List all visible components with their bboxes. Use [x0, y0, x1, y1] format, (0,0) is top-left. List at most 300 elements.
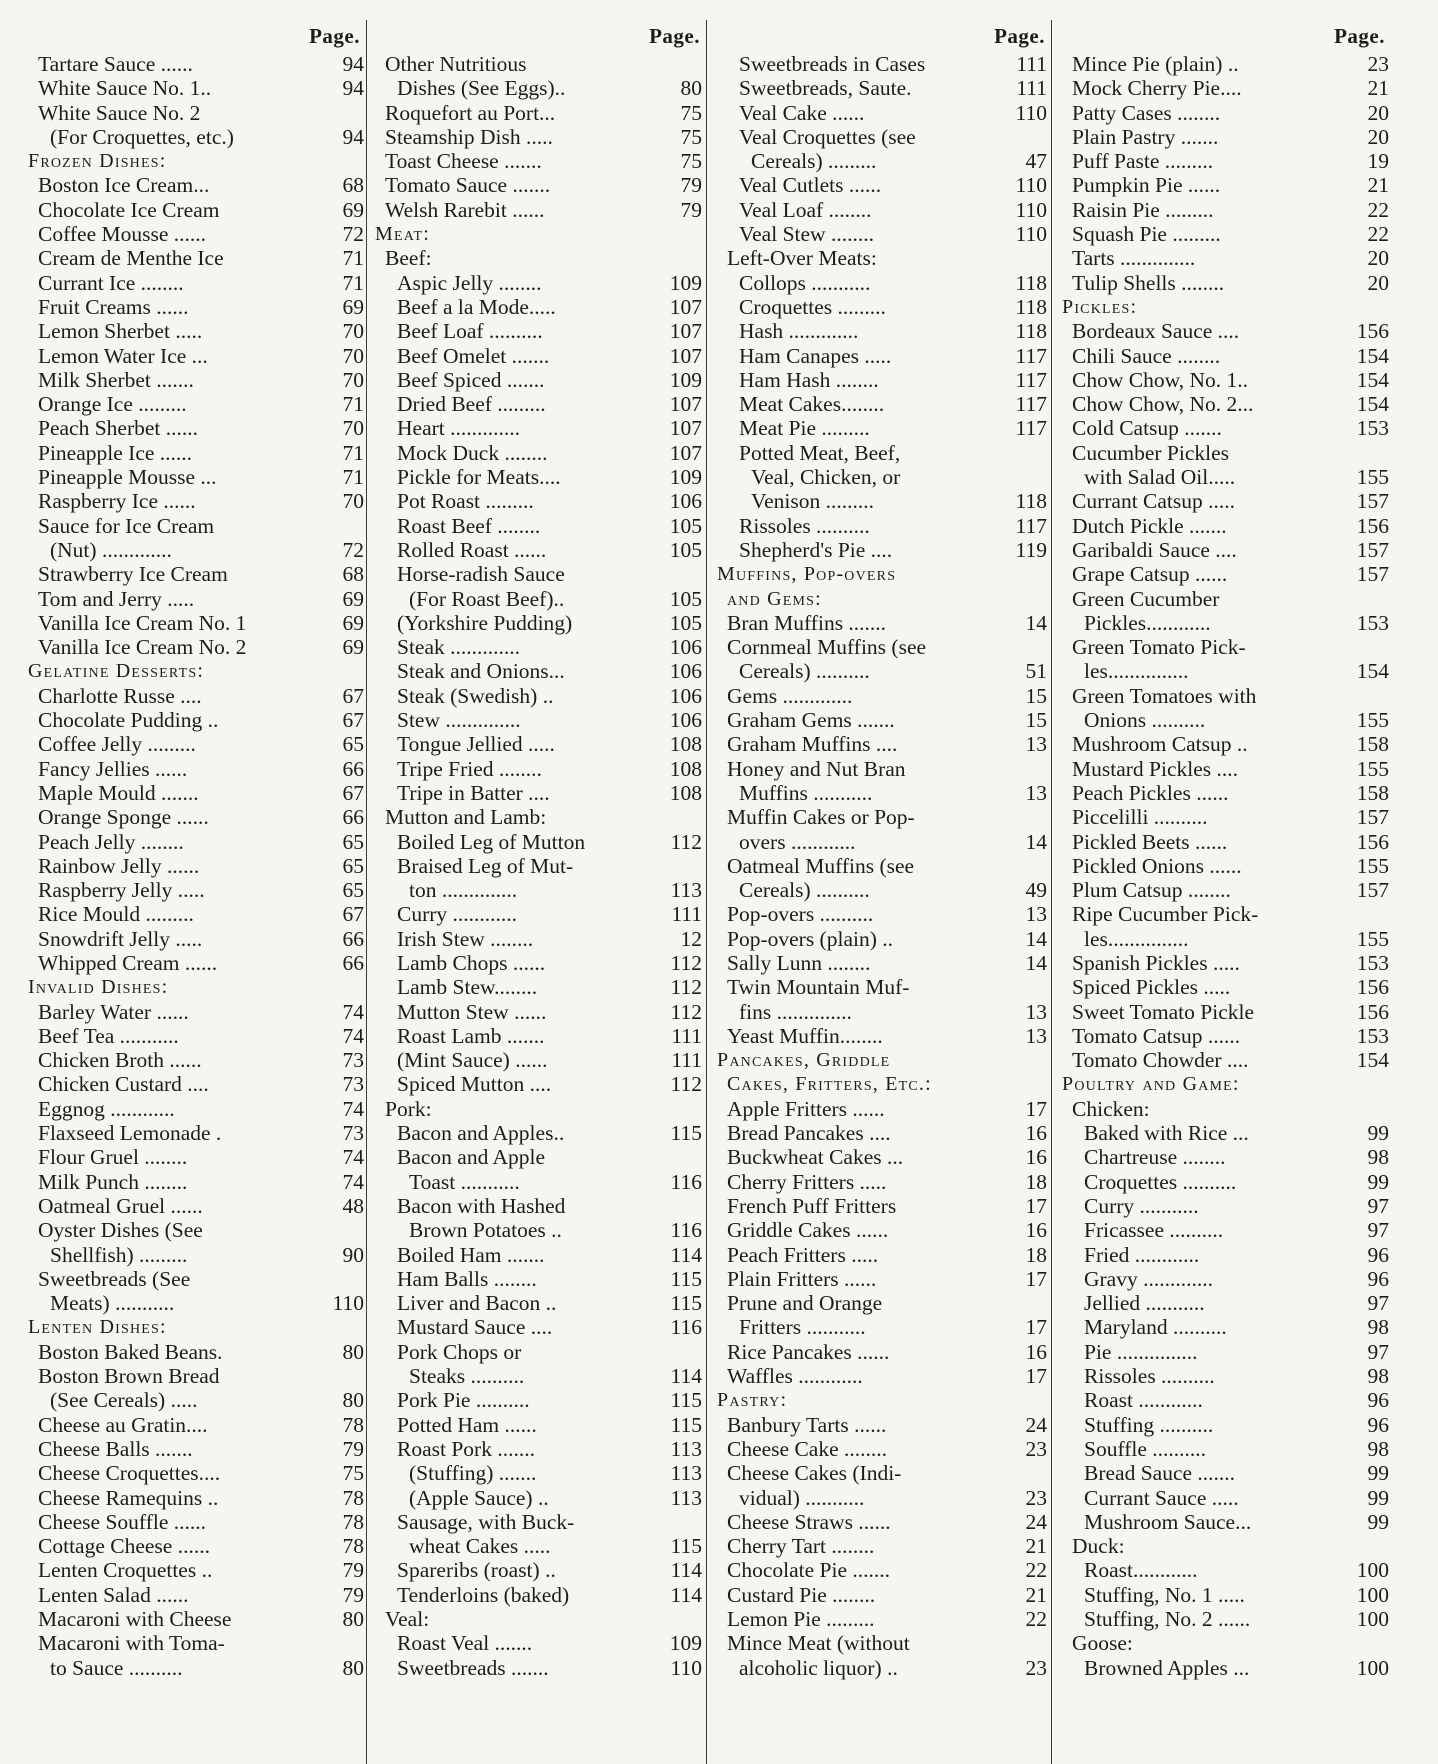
entry-title: Gelatine Desserts: — [28, 660, 205, 683]
entry-page-number: 16 — [1025, 1145, 1047, 1170]
entry-title: Currant Sauce ..... — [1084, 1485, 1239, 1510]
index-entry — [717, 52, 1047, 76]
entry-page-number: 110 — [670, 1655, 702, 1680]
entry-title: Puff Paste ......... — [1072, 149, 1214, 174]
index-entry — [1062, 1291, 1389, 1315]
entry-title: Chocolate Pudding .. — [38, 708, 219, 733]
entry-page-number: 71 — [342, 270, 364, 295]
entry-page-number: 69 — [342, 197, 364, 222]
index-entry — [717, 757, 1047, 781]
entry-page-number: 99 — [1367, 1169, 1389, 1194]
entry-page-number: 69 — [342, 586, 364, 611]
index-entry — [1062, 1510, 1389, 1534]
entry-title: Veal Loaf ........ — [739, 197, 872, 222]
index-entry — [28, 951, 364, 975]
entry-page-number: 78 — [342, 1412, 364, 1437]
index-entry — [28, 1607, 364, 1631]
index-entry — [28, 854, 364, 878]
entry-title: (For Roast Beef).. — [409, 586, 565, 611]
entry-page-number: 113 — [670, 1461, 702, 1486]
entry-title: Pork Chops or — [397, 1339, 522, 1364]
entry-title: Mutton and Lamb: — [385, 805, 547, 830]
entry-page-number: 112 — [670, 950, 702, 975]
entry-title: Curry ........... — [1084, 1193, 1199, 1218]
entry-title: Cheese au Gratin.... — [38, 1412, 208, 1437]
index-entry — [1062, 902, 1389, 926]
entry-title: Coffee Jelly ......... — [38, 732, 196, 757]
entry-page-number: 156 — [1356, 319, 1389, 344]
entry-page-number: 73 — [342, 1072, 364, 1097]
entry-page-number: 67 — [342, 780, 364, 805]
index-entry — [717, 1145, 1047, 1169]
entry-page-number: 100 — [1356, 1655, 1389, 1680]
entry-title: Roquefort au Port... — [385, 100, 556, 125]
entry-title: Onions .......... — [1084, 708, 1206, 733]
entry-title: Roast ............ — [1084, 1388, 1203, 1413]
entry-page-number: 78 — [342, 1509, 364, 1534]
index-entry — [717, 295, 1047, 319]
entry-title: Boston Brown Bread — [38, 1364, 220, 1389]
entry-page-number: 16 — [1025, 1339, 1047, 1364]
index-entry — [375, 101, 702, 125]
index-entry — [1062, 562, 1389, 586]
subsection-heading — [375, 246, 702, 270]
entry-title: Spanish Pickles ..... — [1072, 950, 1240, 975]
index-entry — [375, 1048, 702, 1072]
index-entry — [375, 489, 702, 513]
entry-title: Hash ............. — [739, 319, 859, 344]
entry-title: Cold Catsup ....... — [1072, 416, 1222, 441]
index-entry — [1062, 854, 1389, 878]
entry-page-number: 71 — [342, 392, 364, 417]
entry-page-number: 12 — [680, 926, 702, 951]
index-entry — [717, 951, 1047, 975]
index-entry — [28, 295, 364, 319]
index-entry — [375, 295, 702, 319]
index-entry — [28, 1558, 364, 1582]
index-entry — [1062, 1170, 1389, 1194]
index-entry — [28, 271, 364, 295]
entry-page-number: 153 — [1356, 1023, 1389, 1048]
index-entry — [717, 76, 1047, 100]
entry-page-number: 22 — [1025, 1607, 1047, 1631]
entry-title: Fruit Creams ...... — [38, 294, 189, 319]
entry-title: Grape Catsup ...... — [1072, 562, 1228, 587]
entry-page-number: 74 — [342, 1096, 364, 1121]
entry-title: Lamb Chops ...... — [397, 950, 546, 975]
entry-page-number: 154 — [1356, 1048, 1389, 1073]
entry-title: Boiled Ham ....... — [397, 1242, 545, 1267]
entry-title: Peach Sherbet ...... — [38, 416, 199, 441]
entry-title: Griddle Cakes ...... — [727, 1218, 889, 1243]
entry-title: Lenten Dishes: — [28, 1316, 167, 1339]
entry-title: Venison ......... — [751, 489, 875, 514]
entry-page-number: 153 — [1356, 950, 1389, 975]
entry-title: Macaroni with Toma- — [38, 1631, 225, 1656]
index-entry — [375, 1000, 702, 1024]
entry-page-number: 157 — [1356, 805, 1389, 830]
entry-page-number: 22 — [1025, 1558, 1047, 1583]
index-entry — [717, 902, 1047, 926]
entry-page-number: 69 — [342, 294, 364, 319]
entry-title: Tomato Sauce ....... — [385, 173, 551, 198]
entry-page-number: 21 — [1025, 1582, 1047, 1607]
index-entry — [717, 1631, 1047, 1655]
index-entry — [717, 927, 1047, 951]
subsection-heading — [717, 246, 1047, 270]
entry-page-number: 72 — [342, 222, 364, 247]
index-entry — [375, 1291, 702, 1315]
index-entry — [1062, 781, 1389, 805]
entry-page-number: 68 — [342, 562, 364, 587]
entry-title: Stuffing, No. 2 ...... — [1084, 1607, 1251, 1631]
entry-title: Ham Hash ........ — [739, 367, 879, 392]
entry-title: Cheese Cake ........ — [727, 1436, 888, 1461]
index-entry — [28, 1267, 364, 1291]
entry-title: Whipped Cream ...... — [38, 950, 218, 975]
entry-title: Mince Pie (plain) .. — [1072, 52, 1239, 76]
entry-page-number: 107 — [669, 392, 702, 417]
index-entry — [717, 1413, 1047, 1437]
entry-title: Cottage Cheese ...... — [38, 1534, 210, 1559]
index-column-1 — [28, 20, 366, 1764]
entry-page-number: 97 — [1367, 1291, 1389, 1316]
index-entry — [375, 538, 702, 562]
index-entry — [1062, 368, 1389, 392]
entry-page-number: 96 — [1367, 1242, 1389, 1267]
entry-title: to Sauce .......... — [50, 1655, 183, 1680]
entry-title: Spiced Mutton .... — [397, 1072, 552, 1097]
entry-title: Toast Cheese ....... — [385, 149, 542, 174]
entry-page-number: 154 — [1356, 343, 1389, 368]
entry-page-number: 155 — [1356, 465, 1389, 490]
entry-title: Beef a la Mode..... — [397, 294, 556, 319]
entry-title: Pop-overs (plain) .. — [727, 926, 893, 951]
index-entry — [1062, 198, 1389, 222]
index-column-3 — [706, 20, 1051, 1764]
entry-title: Peach Jelly ........ — [38, 829, 184, 854]
index-entry — [717, 1558, 1047, 1582]
index-entry — [375, 344, 702, 368]
index-entry — [28, 830, 364, 854]
index-entry — [28, 805, 364, 829]
entry-title: Sally Lunn ........ — [727, 950, 871, 975]
index-entry — [375, 635, 702, 659]
index-entry — [717, 125, 1047, 149]
entry-page-number: 18 — [1025, 1242, 1047, 1267]
index-entry — [1062, 805, 1389, 829]
entry-title: Pineapple Mousse ... — [38, 465, 217, 490]
index-entry — [375, 441, 702, 465]
index-entry — [1062, 878, 1389, 902]
entry-page-number: 15 — [1025, 683, 1047, 708]
entry-title: Chicken: — [1072, 1096, 1150, 1121]
entry-title: fins .............. — [739, 999, 852, 1024]
index-entry — [28, 173, 364, 197]
entry-page-number: 23 — [1025, 1485, 1047, 1510]
index-entry — [717, 854, 1047, 878]
entry-title: Pancakes, Griddle — [717, 1049, 891, 1072]
entry-title: Stew .............. — [397, 708, 521, 733]
index-entry — [28, 1048, 364, 1072]
entry-title: Sweetbreads (See — [38, 1266, 191, 1291]
entry-title: Horse-radish Sauce — [397, 562, 565, 587]
entry-title: Veal Cutlets ...... — [739, 173, 882, 198]
entry-page-number: 115 — [670, 1121, 702, 1146]
entry-page-number: 110 — [1015, 100, 1047, 125]
entry-title: Macaroni with Cheese — [38, 1607, 232, 1631]
entry-title: Cheese Croquettes.... — [38, 1461, 221, 1486]
index-entry — [28, 76, 364, 100]
entry-page-number: 113 — [670, 1485, 702, 1510]
entry-title: Veal: — [385, 1607, 430, 1631]
entry-title: Fritters ........... — [739, 1315, 866, 1340]
index-entry — [717, 1583, 1047, 1607]
entry-title: Tripe Fried ........ — [397, 756, 542, 781]
index-entry — [375, 1486, 702, 1510]
entry-title: Rice Pancakes ...... — [727, 1339, 890, 1364]
index-entry — [28, 1656, 364, 1680]
section-heading — [1062, 1072, 1389, 1096]
entry-title: Toast ........... — [409, 1169, 520, 1194]
entry-page-number: 24 — [1025, 1509, 1047, 1534]
index-entry — [1062, 1413, 1389, 1437]
index-entry — [375, 1121, 702, 1145]
index-entry — [1062, 975, 1389, 999]
index-entry — [1062, 830, 1389, 854]
entry-title: Custard Pie ........ — [727, 1582, 876, 1607]
section-heading — [717, 1048, 1047, 1072]
index-entry — [717, 975, 1047, 999]
entry-page-number: 154 — [1356, 367, 1389, 392]
entry-page-number: 100 — [1356, 1607, 1389, 1631]
entry-title: Poultry and Game: — [1062, 1073, 1240, 1096]
index-entry — [28, 1024, 364, 1048]
entry-title: Beef Tea ........... — [38, 1023, 179, 1048]
entry-title: Cereals) .......... — [739, 878, 870, 903]
index-entry — [375, 1315, 702, 1339]
entry-title: Twin Mountain Muf- — [727, 975, 910, 1000]
entry-title: Dutch Pickle ....... — [1072, 513, 1227, 538]
index-entry — [1062, 757, 1389, 781]
entry-title: Sausage, with Buck- — [397, 1509, 575, 1534]
index-entry — [717, 222, 1047, 246]
subsection-heading — [375, 805, 702, 829]
entry-title: les............... — [1084, 659, 1189, 684]
entry-page-number: 67 — [342, 683, 364, 708]
index-entry — [717, 659, 1047, 683]
entry-page-number: 21 — [1025, 1534, 1047, 1559]
entry-page-number: 113 — [670, 878, 702, 903]
entry-title: Buckwheat Cakes ... — [727, 1145, 904, 1170]
entry-title: Meats) ........... — [50, 1291, 175, 1316]
index-entry — [28, 465, 364, 489]
index-entry — [717, 271, 1047, 295]
entry-title: (Yorkshire Pudding) — [397, 610, 573, 635]
index-entry — [717, 514, 1047, 538]
entry-page-number: 157 — [1356, 562, 1389, 587]
entry-title: Pickled Onions ...... — [1072, 853, 1242, 878]
entry-title: Lemon Water Ice ... — [38, 343, 208, 368]
index-entry — [717, 489, 1047, 513]
entry-page-number: 67 — [342, 902, 364, 927]
entry-page-number: 21 — [1367, 173, 1389, 198]
index-entry — [717, 319, 1047, 343]
index-entry — [1062, 708, 1389, 732]
entry-page-number: 98 — [1367, 1315, 1389, 1340]
entry-title: Spareribs (roast) .. — [397, 1558, 556, 1583]
index-entry — [28, 635, 364, 659]
index-entry — [375, 562, 702, 586]
entry-page-number: 106 — [669, 683, 702, 708]
entry-title: Coffee Mousse ...... — [38, 222, 207, 247]
entry-title: Shellfish) ......... — [50, 1242, 188, 1267]
section-heading — [375, 222, 702, 246]
entry-page-number: 94 — [342, 76, 364, 101]
index-entry — [1062, 319, 1389, 343]
index-entry — [1062, 392, 1389, 416]
entry-page-number: 70 — [342, 343, 364, 368]
entry-title: Beef Spiced ....... — [397, 367, 545, 392]
entry-page-number: 157 — [1356, 489, 1389, 514]
entry-title: Chicken Custard .... — [38, 1072, 209, 1097]
entry-title: Tarts .............. — [1072, 246, 1196, 271]
index-column-4 — [1051, 20, 1391, 1764]
entry-title: Mutton Stew ...... — [397, 999, 547, 1024]
index-entry — [717, 830, 1047, 854]
entry-title: Pot Roast ......... — [397, 489, 534, 514]
entry-title: Dishes (See Eggs).. — [397, 76, 566, 101]
entry-page-number: 115 — [670, 1291, 702, 1316]
index-entry — [375, 830, 702, 854]
entry-title: (Mint Sauce) ...... — [397, 1048, 548, 1073]
section-heading — [28, 149, 364, 173]
index-entry — [375, 1413, 702, 1437]
index-entry — [28, 1145, 364, 1169]
entry-title: (Apple Sauce) .. — [409, 1485, 549, 1510]
index-entry — [28, 101, 364, 125]
entry-title: Sweet Tomato Pickle — [1072, 999, 1255, 1024]
index-entry — [28, 198, 364, 222]
index-entry — [28, 1194, 364, 1218]
index-entry — [375, 587, 702, 611]
index-entry — [375, 781, 702, 805]
index-entry — [717, 1024, 1047, 1048]
index-entry — [375, 271, 702, 295]
entry-page-number: 108 — [669, 732, 702, 757]
index-entry — [28, 538, 364, 562]
index-entry — [375, 902, 702, 926]
entry-page-number: 158 — [1356, 780, 1389, 805]
index-entry — [375, 76, 702, 100]
entry-title: Sauce for Ice Cream — [38, 513, 215, 538]
index-entry — [375, 927, 702, 951]
index-entry — [1062, 465, 1389, 489]
entry-title: Cheese Balls ....... — [38, 1436, 193, 1461]
index-entry — [717, 1534, 1047, 1558]
entry-title: Boston Baked Beans. — [38, 1339, 223, 1364]
entry-title: Green Tomato Pick- — [1072, 635, 1246, 660]
subsection-heading — [1062, 1097, 1389, 1121]
entry-title: and Gems: — [727, 587, 822, 610]
entry-title: Garibaldi Sauce .... — [1072, 537, 1237, 562]
entry-title: Sweetbreads in Cases — [739, 52, 926, 76]
entry-title: Muffin Cakes or Pop- — [727, 805, 915, 830]
entry-title: Mushroom Catsup .. — [1072, 732, 1248, 757]
index-entry — [375, 392, 702, 416]
entry-page-number: 13 — [1025, 1023, 1047, 1048]
entry-title: Green Tomatoes with — [1072, 683, 1257, 708]
page-column-heading: Page. — [994, 24, 1045, 48]
entry-page-number: 17 — [1025, 1364, 1047, 1389]
index-entry — [1062, 927, 1389, 951]
entry-title: Dried Beef ......... — [397, 392, 546, 417]
entry-title: Frozen Dishes: — [28, 150, 167, 173]
entry-title: Milk Punch ........ — [38, 1169, 188, 1194]
index-entry — [375, 1534, 702, 1558]
index-entry — [717, 1607, 1047, 1631]
entry-title: Pickled Beets ...... — [1072, 829, 1228, 854]
entry-page-number: 110 — [1015, 222, 1047, 247]
entry-page-number: 68 — [342, 173, 364, 198]
section-heading — [717, 1072, 1047, 1096]
entry-title: Pop-overs .......... — [727, 902, 874, 927]
entry-title: Chartreuse ........ — [1084, 1145, 1226, 1170]
entry-page-number: 107 — [669, 343, 702, 368]
index-entry — [717, 878, 1047, 902]
index-entry — [375, 1194, 702, 1218]
entry-title: Mock Duck ........ — [397, 440, 548, 465]
entry-page-number: 23 — [1025, 1436, 1047, 1461]
entry-page-number: 75 — [680, 100, 702, 125]
index-entry — [28, 902, 364, 926]
index-entry — [1062, 1558, 1389, 1582]
entry-title: (For Croquettes, etc.) — [50, 124, 234, 149]
entry-page-number: 106 — [669, 489, 702, 514]
entry-title: Veal Cake ...... — [739, 100, 865, 125]
entry-title: Croquettes .......... — [1084, 1169, 1237, 1194]
entry-title: Cereals) .......... — [739, 659, 870, 684]
index-entry — [717, 1364, 1047, 1388]
entry-title: (See Cereals) ..... — [50, 1388, 198, 1413]
entry-title: Ham Canapes ..... — [739, 343, 892, 368]
entry-page-number: 74 — [342, 1145, 364, 1170]
entry-page-number: 114 — [670, 1558, 702, 1583]
entry-page-number: 51 — [1025, 659, 1047, 684]
entry-title: Veal Stew ........ — [739, 222, 874, 247]
entry-page-number: 94 — [342, 52, 364, 76]
entry-page-number: 24 — [1025, 1412, 1047, 1437]
index-entry — [375, 1388, 702, 1412]
index-entry — [28, 1583, 364, 1607]
entry-page-number: 112 — [670, 1072, 702, 1097]
entry-page-number: 72 — [342, 537, 364, 562]
index-entry — [1062, 173, 1389, 197]
entry-page-number: 110 — [1015, 173, 1047, 198]
entry-page-number: 109 — [669, 465, 702, 490]
entry-title: Roast............ — [1084, 1558, 1198, 1583]
entry-page-number: 106 — [669, 708, 702, 733]
entry-page-number: 157 — [1356, 878, 1389, 903]
index-entry — [375, 757, 702, 781]
index-entry — [717, 1243, 1047, 1267]
subsection-heading — [375, 1607, 702, 1631]
entry-page-number: 67 — [342, 708, 364, 733]
index-entry — [28, 125, 364, 149]
entry-title: Tenderloins (baked) — [397, 1582, 570, 1607]
index-entry — [1062, 1024, 1389, 1048]
index-entry — [1062, 951, 1389, 975]
